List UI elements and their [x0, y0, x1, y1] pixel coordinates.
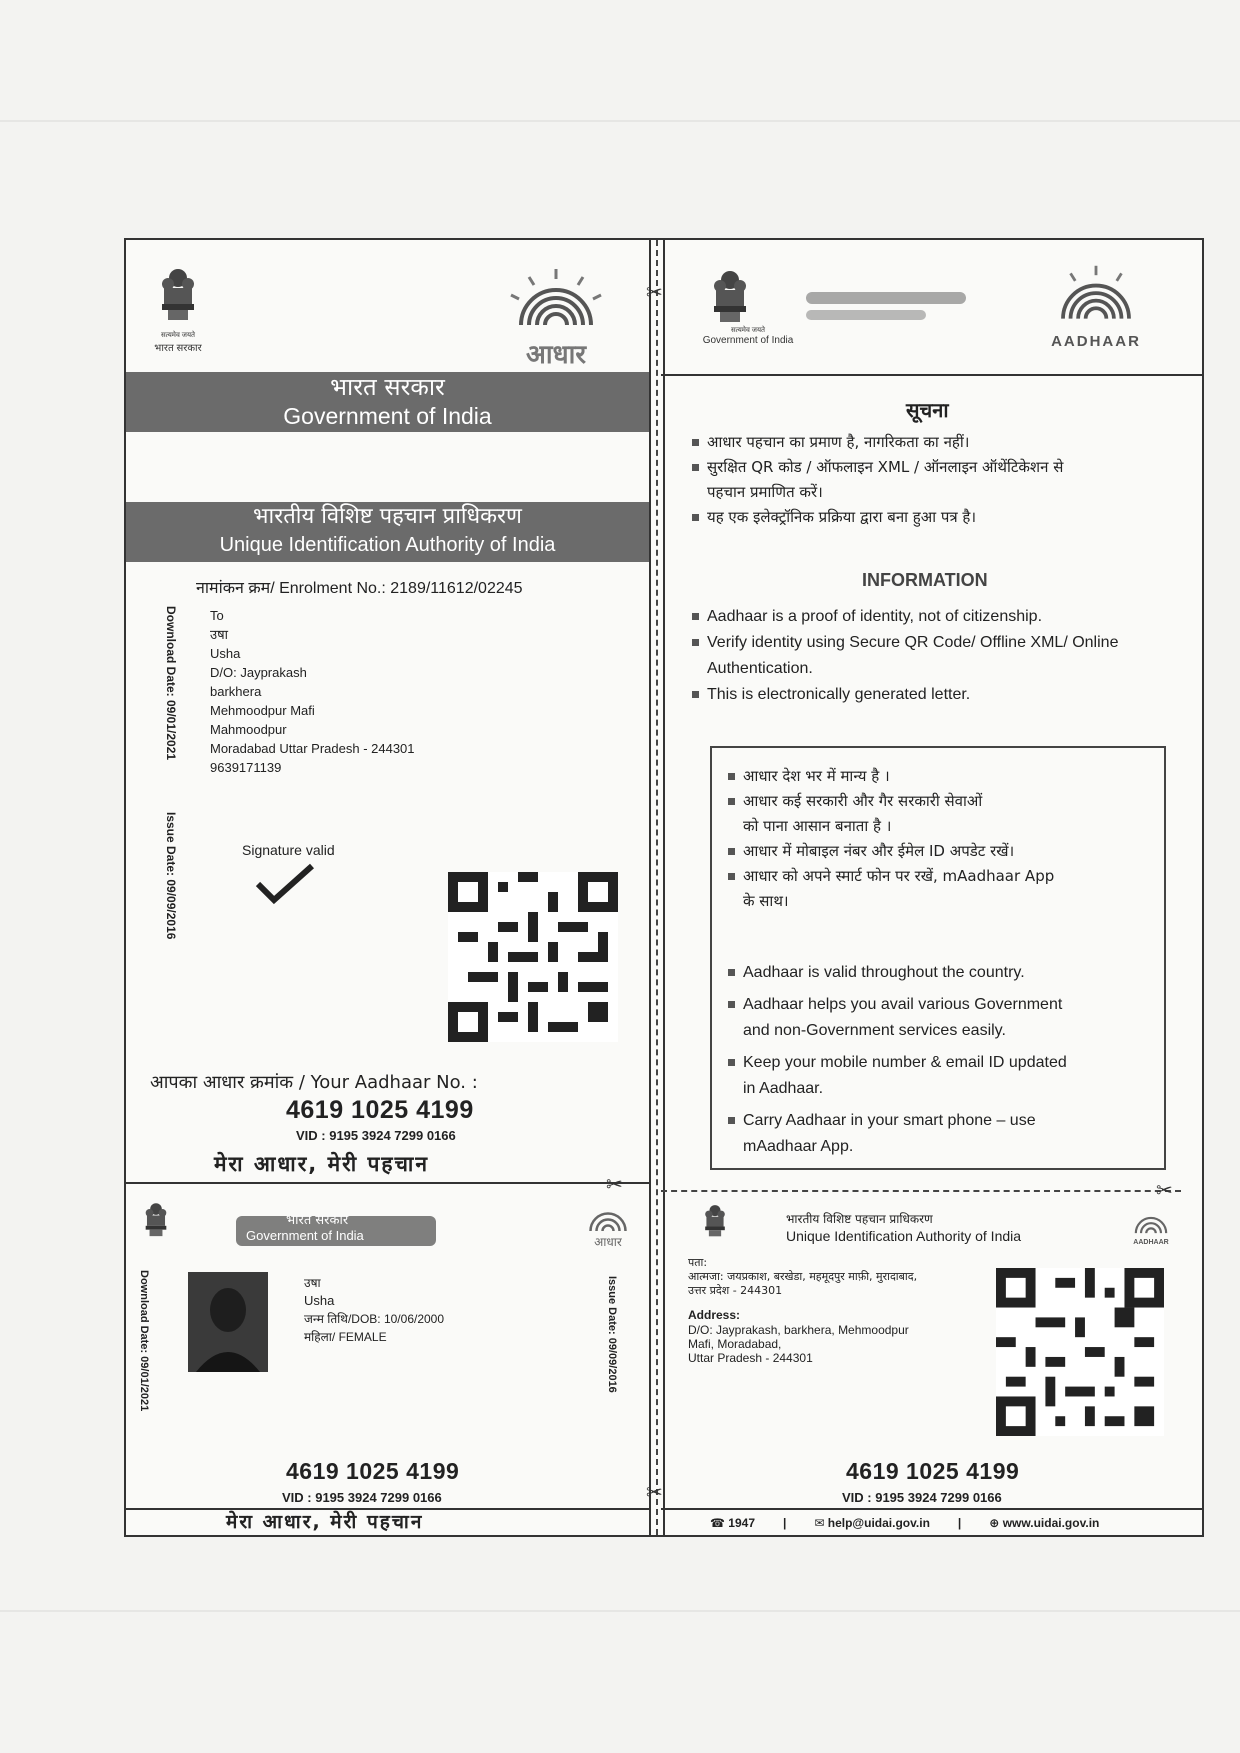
- bullet-icon: [692, 464, 699, 471]
- person-icon: [188, 1272, 268, 1372]
- helpline: ☎ 1947: [710, 1516, 755, 1530]
- benefits-en: [728, 960, 1067, 1160]
- card-emblem: [140, 1200, 172, 1245]
- signature-check-icon: [252, 860, 322, 910]
- issue-date: Issue Date: 09/09/2016: [164, 812, 178, 940]
- header-smudge: [806, 310, 926, 320]
- qr-code: [448, 872, 618, 1042]
- fingerprint-sun-icon: [501, 260, 611, 340]
- emblem-icon: [140, 1200, 172, 1240]
- address-name: Usha: [210, 646, 241, 661]
- card-holder-details: [304, 1274, 444, 1346]
- address-hi-line: आत्मजा: जयप्रकाश, बरखेडा, महमूदपुर माफ़ी, मुरादाबाद,: [688, 1270, 918, 1283]
- benefit-en-item: Aadhaar helps you avail various Government: [728, 992, 1067, 1018]
- center-cut-line: [649, 240, 665, 1535]
- card-name-hi: उषा: [304, 1276, 321, 1290]
- benefit-en-item: in Aadhaar.: [743, 1080, 824, 1097]
- aadhaar-logo: [496, 260, 616, 371]
- card-logo-text: आधार: [594, 1235, 622, 1249]
- logo-text: AADHAAR: [1051, 333, 1141, 350]
- notice-list: [692, 430, 1192, 530]
- globe-icon: ⊕: [989, 1516, 1000, 1530]
- qr-code-icon: [448, 872, 618, 1042]
- emblem: [154, 264, 202, 354]
- info-title: INFORMATION: [862, 570, 988, 590]
- back-vid: VID : 9195 3924 7299 0166: [842, 1490, 1002, 1505]
- bullet-icon: [692, 439, 699, 446]
- paper-crease: [0, 1610, 1240, 1612]
- uidai-band: [126, 502, 649, 562]
- benefit-hi-item: के साथ।: [743, 892, 789, 910]
- emblem-icon: [706, 266, 754, 328]
- vid-number: VID : 9195 3924 7299 0166: [296, 1128, 456, 1143]
- back-card-emblem: [700, 1202, 730, 1245]
- address-phone: 9639171139: [210, 760, 282, 775]
- bullet-icon: [692, 691, 699, 698]
- scissor-icon: ✂: [646, 1482, 663, 1504]
- benefit-en-item: Carry Aadhaar in your smart phone – use: [728, 1108, 1067, 1134]
- info-item: Aadhaar is a proof of identity, not of citizenship.: [692, 604, 1192, 630]
- your-aadhaar-label: आपका आधार क्रमांक / Your Aadhaar No. :: [150, 1072, 478, 1093]
- info-item: Verify identity using Secure QR Code/ Offline XML/ Online: [692, 630, 1192, 656]
- bullet-icon: [728, 773, 735, 780]
- card-dob: जन्म तिथि/DOB: 10/06/2000: [304, 1312, 445, 1326]
- card-slogan: मेरा आधार, मेरी पहचान: [226, 1511, 424, 1533]
- card-name: Usha: [304, 1293, 335, 1308]
- emblem-caption: Government of India: [702, 335, 794, 346]
- recipient-address: [210, 606, 415, 777]
- back-uidai-en: Unique Identification Authority of India: [786, 1228, 1022, 1244]
- info-item: Authentication.: [707, 660, 813, 677]
- emblem-caption: भारत सरकार: [154, 343, 202, 354]
- notice-item: पहचान प्रमाणित करें।: [707, 483, 823, 501]
- benefit-hi-item: आधार कई सरकारी और गैर सरकारी सेवाओं: [728, 789, 1054, 814]
- card-aadhaar-number: 4619 1025 4199: [286, 1458, 460, 1484]
- benefits-hi: [728, 764, 1054, 914]
- benefit-hi-item: को पाना आसान बनाता है ।: [743, 817, 892, 835]
- cut-line: [126, 1182, 649, 1184]
- back-address: [688, 1256, 917, 1365]
- address-en-line: D/O: Jayprakash, barkhera, Mehmoodpur: [688, 1323, 909, 1337]
- right-aadhaar-logo: [1036, 262, 1156, 350]
- benefit-hi-item: आधार में मोबाइल नंबर और ईमेल ID अपडेट रखें।: [728, 839, 1054, 864]
- bullet-icon: [728, 873, 735, 880]
- enrolment-number: नामांकन क्रम/ Enrolment No.: 2189/11612/02245: [196, 580, 523, 597]
- bullet-icon: [728, 1117, 735, 1124]
- back-uidai-hi: भारतीय विशिष्ट पहचान प्राधिकरण: [786, 1212, 933, 1226]
- back-logo-text: AADHAAR: [1133, 1239, 1169, 1246]
- phone-icon: ☎: [710, 1516, 725, 1530]
- back-footer-line: [661, 1508, 1202, 1510]
- bullet-icon: [692, 514, 699, 521]
- address-line: Mehmoodpur Mafi: [210, 703, 315, 718]
- pata-label: पता:: [688, 1256, 708, 1269]
- signature-status: Signature valid: [242, 842, 335, 858]
- card-vid: VID : 9195 3924 7299 0166: [282, 1490, 442, 1505]
- back-aadhaar-number: 4619 1025 4199: [846, 1458, 1020, 1484]
- bullet-icon: [728, 969, 735, 976]
- logo-text: आधार: [526, 340, 586, 370]
- footer-sep: |: [957, 1516, 962, 1530]
- address-line: D/O: Jayprakash: [210, 665, 307, 680]
- bullet-icon: [692, 639, 699, 646]
- mail-icon: ✉: [814, 1516, 825, 1530]
- benefit-hi-item: आधार को अपने स्मार्ट फोन पर रखें, mAadhaar App: [728, 864, 1054, 889]
- gov-en: Government of India: [283, 403, 492, 429]
- address-name-hi: उषा: [210, 627, 229, 642]
- slogan: मेरा आधार, मेरी पहचान: [214, 1152, 429, 1176]
- fingerprint-sun-icon: [578, 1202, 638, 1232]
- paper-crease: [0, 120, 1240, 122]
- aadhaar-letter-sheet: [124, 238, 1204, 1537]
- scissor-icon: ✂: [606, 1174, 623, 1196]
- address-en-line: Mafi, Moradabad,: [688, 1337, 782, 1351]
- address-line: Mahmoodpur: [210, 722, 287, 737]
- emblem-icon: [700, 1202, 730, 1240]
- email: ✉ help@uidai.gov.in: [814, 1516, 930, 1530]
- bullet-icon: [692, 613, 699, 620]
- benefit-hi-item: आधार देश भर में मान्य है ।: [728, 764, 1054, 789]
- bullet-icon: [728, 848, 735, 855]
- bullet-icon: [728, 1001, 735, 1008]
- address-line: barkhera: [210, 684, 262, 699]
- benefit-en-item: mAadhaar App.: [743, 1138, 854, 1155]
- right-emblem-captions: [698, 326, 798, 346]
- fingerprint-sun-icon: [1126, 1208, 1176, 1234]
- card-download-date: Download Date: 09/01/2021: [138, 1270, 150, 1412]
- right-emblem: [706, 266, 754, 333]
- cut-line: [661, 1190, 1181, 1192]
- fingerprint-sun-icon: [1041, 262, 1151, 328]
- qr-code-icon: [996, 1268, 1164, 1436]
- card-gender: महिला/ FEMALE: [304, 1330, 387, 1344]
- gov-band: [126, 372, 649, 432]
- uidai-en: Unique Identification Authority of India: [219, 534, 556, 556]
- card-aadhaar-logo: [578, 1202, 638, 1250]
- header-smudge: [806, 292, 966, 304]
- back-qr-code: [996, 1268, 1164, 1436]
- bullet-icon: [728, 1059, 735, 1066]
- emblem-motto: सत्यमेव जयते: [160, 332, 196, 339]
- info-item: This is electronically generated letter.: [692, 682, 1192, 708]
- card-issue-date: Issue Date: 09/09/2016: [606, 1276, 618, 1393]
- address-to: To: [210, 608, 224, 623]
- benefit-en-item: and non-Government services easily.: [743, 1022, 1006, 1039]
- header-rule: [661, 374, 1202, 376]
- address-en-line: Uttar Pradesh - 244301: [688, 1351, 813, 1365]
- card-gov-en: Government of India: [246, 1228, 364, 1243]
- address-line: Moradabad Uttar Pradesh - 244301: [210, 741, 415, 756]
- notice-title: सूचना: [906, 398, 949, 422]
- card-gov-hi: भारत सरकार: [286, 1213, 349, 1228]
- scissor-icon: ✂: [646, 282, 663, 304]
- info-list: [692, 604, 1192, 708]
- emblem-motto: सत्यमेव जयते: [730, 327, 766, 334]
- benefits-box: [710, 746, 1166, 1170]
- footer-sep: |: [783, 1516, 787, 1530]
- emblem-icon: [154, 264, 202, 326]
- holder-photo: [188, 1272, 268, 1372]
- address-hi-line: उत्तर प्रदेश - 244301: [688, 1284, 783, 1297]
- gov-hi: भारत सरकार: [330, 373, 445, 401]
- back-aadhaar-logo: [1126, 1208, 1176, 1246]
- notice-item: सुरक्षित QR कोड / ऑफलाइन XML / ऑनलाइन ऑथेंटिकेशन से: [692, 455, 1192, 480]
- notice-item: आधार पहचान का प्रमाण है, नागरिकता का नहीं।: [692, 430, 1192, 455]
- address-label: Address:: [688, 1308, 741, 1322]
- notice-item: यह एक इलेक्ट्रॉनिक प्रक्रिया द्वारा बना हुआ पत्र है।: [692, 505, 1192, 530]
- bullet-icon: [728, 798, 735, 805]
- website: ⊕ www.uidai.gov.in: [989, 1516, 1100, 1530]
- aadhaar-number: 4619 1025 4199: [286, 1096, 474, 1124]
- uidai-hi: भारतीय विशिष्ट पहचान प्राधिकरण: [253, 504, 522, 529]
- scissor-icon: ✂: [1156, 1180, 1173, 1202]
- back-footer: [710, 1516, 1099, 1530]
- benefit-en-item: Keep your mobile number & email ID updated: [728, 1050, 1067, 1076]
- benefit-en-item: Aadhaar is valid throughout the country.: [728, 960, 1067, 986]
- download-date: Download Date: 09/01/2021: [164, 606, 178, 761]
